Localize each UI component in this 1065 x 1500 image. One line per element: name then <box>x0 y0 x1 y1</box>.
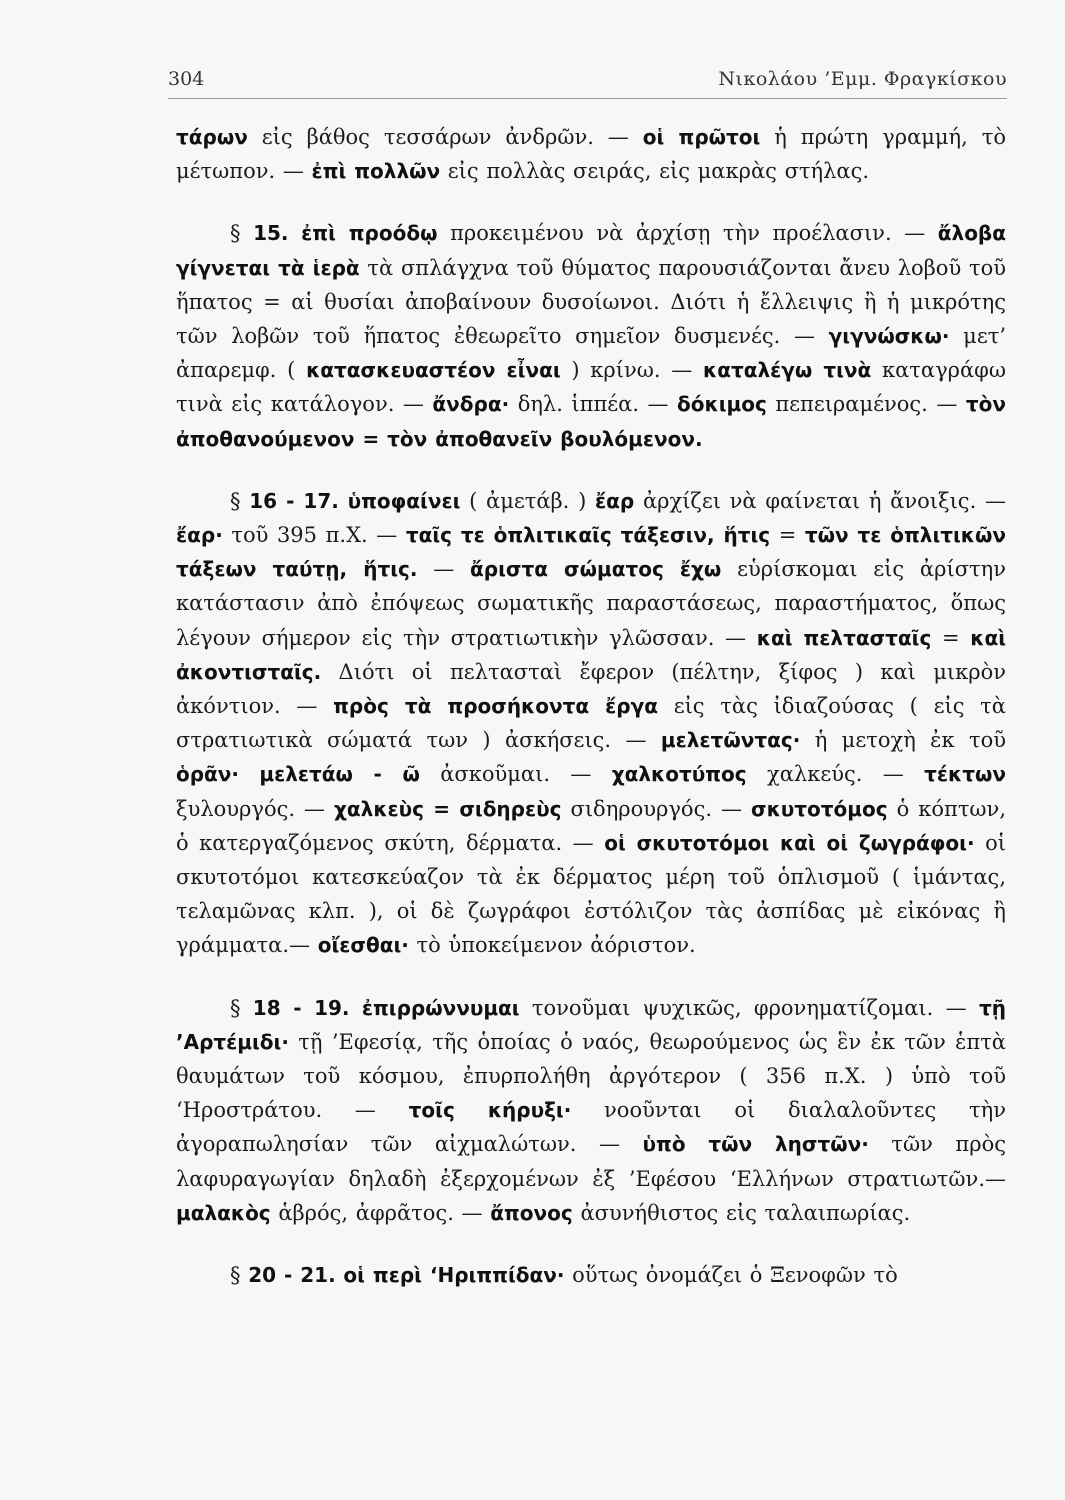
headword: 15. <box>253 221 289 246</box>
gloss-text: ἁβρός, ἀφρᾶτος. — <box>270 1200 491 1225</box>
page-number: 304 <box>168 68 205 90</box>
gloss-text: τοῦ 395 π.Χ. — <box>222 523 406 548</box>
gloss-text: ἀσκοῦμαι. — <box>419 762 612 787</box>
headword: ἄριστα σώματος ἔχω <box>470 557 722 582</box>
gloss-text: τὸ ὑποκείμενον ἀόριστον. <box>408 933 696 958</box>
headword: μελετῶντας· <box>660 728 801 753</box>
headword: χαλκεὺς = σιδηρεὺς <box>334 796 562 821</box>
section-20-21-paragraph <box>176 1258 1006 1292</box>
gloss-text: ἀσυνήθιστος εἰς ταλαιπωρίας. <box>572 1200 911 1225</box>
gloss-text: § <box>230 1263 249 1288</box>
headword: ὁρᾶν· <box>176 762 240 787</box>
running-title: Νικολάου ’Εμμ. Φραγκίσκου <box>718 68 1007 90</box>
headword: πρὸς τὰ προσήκοντα ἔργα <box>333 694 658 719</box>
headword: κατασκευαστέον εἶναι <box>306 358 561 383</box>
gloss-text: ( ἀμετάβ. ) <box>460 488 596 513</box>
headword: οἱ περὶ ‘Ηριππίδαν· <box>343 1263 565 1288</box>
headword: οἴεσθαι· <box>317 933 409 958</box>
headword: τῇ ’Αρτέμιδι· <box>176 995 1006 1054</box>
headword: χαλκοτύπος <box>611 762 747 787</box>
gloss-text: § <box>230 488 250 513</box>
headword: τὸν ἀποθανούμενον = τὸν ἀποθανεῖν βουλόμενον. <box>176 392 1007 451</box>
gloss-text <box>239 762 259 786</box>
headword: μελετάω - ῶ <box>259 762 420 787</box>
headword: τῶν τε ὁπλιτικῶν τάξεων ταύτῃ, ἥτις. <box>176 523 1007 582</box>
headword: καὶ ἀκοντισταῖς. <box>176 625 1006 684</box>
gloss-text: οἱ σκυτοτόμοι κατεσκεύαζον τὰ ἐκ δέρματος μέρη τοῦ ὁπλισμοῦ ( ἱμάντας, τελαμῶνας κλπ. ), οἱ δὲ ζωγράφοι ἐστόλιζον τὰς ἀσπίδας μὲ εἰκόνας ἢ γράμματα.— <box>176 830 1006 958</box>
section-18-19-paragraph <box>176 991 1006 1230</box>
headword: ἄλοβα γίγνεται τὰ ἱερὰ <box>176 221 1006 280</box>
gloss-text: ἡ μετοχὴ ἐκ τοῦ <box>800 728 1006 753</box>
headword: ἔαρ <box>595 488 635 513</box>
gloss-text: τῶν πρὸς λαφυραγωγίαν δηλαδὴ ἐξερχομένων ἐξ ’Εφέσου ‘Ελλήνων στρατιωτῶν.— <box>176 1132 1006 1191</box>
headword: ταῖς τε ὁπλιτικαῖς τάξεσιν, ἥτις <box>405 523 771 548</box>
gloss-text: οὕτως ὀνομάζει ὁ Ξενοφῶν τὸ <box>564 1263 898 1288</box>
gloss-text <box>289 221 302 245</box>
headword: 20 - 21. <box>248 1263 336 1288</box>
gloss-text <box>350 996 362 1020</box>
section-15-paragraph <box>176 216 1006 455</box>
gloss-text: = <box>931 625 971 650</box>
gloss-text: σιδηρουργός. — <box>561 796 751 821</box>
headword: μαλακὸς <box>176 1200 271 1225</box>
gloss-text: χαλκεύς. — <box>746 762 925 787</box>
gloss-text: ἡ πρώτη γραμμή, τὸ μέτωπον. — <box>176 125 1006 184</box>
gloss-text: νοοῦνται οἱ διαλαλοῦντες τὴν ἀγοραπωλησίαν τῶν αἰχμαλώτων. — <box>176 1098 1006 1157</box>
gloss-text: τῇ ’Εφεσίᾳ, τῆς ὁποίας ὁ ναός, θεωρούμενος ὡς ἓν ἐκ τῶν ἑπτὰ θαυμάτων τοῦ κόσμου, ἐπυρπολήθη ἀργότερον ( 356 π.Χ. ) ὑπὸ τοῦ ‘Ηροστράτου. — <box>176 1029 1006 1123</box>
gloss-text: τονοῦμαι ψυχικῶς, φρονηματίζομαι. — <box>519 995 979 1020</box>
body-text <box>176 120 1006 1292</box>
gloss-text: ὁ κόπτων, ὁ κατεργαζόμενος σκύτη, δέρματα. — <box>176 796 1007 855</box>
gloss-text: ) κρίνω. — <box>560 358 704 383</box>
headword: τοῖς κήρυξι· <box>408 1098 572 1123</box>
gloss-text: εἰς τὰς ἰδιαζούσας ( εἰς τὰ στρατιωτικὰ σώματά των ) ἀσκήσεις. — <box>176 694 1006 753</box>
gloss-text: καταγράφω τινὰ εἰς κατάλογον. — <box>176 358 1006 417</box>
gloss-text: δηλ. ἱππέα. — <box>509 392 678 417</box>
headword: ὑπὸ τῶν ληστῶν· <box>642 1132 869 1157</box>
gloss-text: προκειμένου νὰ ἀρχίσῃ τὴν προέλασιν. — <box>437 221 938 246</box>
headword: καὶ πελτασταῖς <box>756 625 932 650</box>
gloss-text: ἀρχίζει νὰ φαίνεται ἡ ἄνοιξις. — <box>634 488 1006 513</box>
headword: καταλέγω τινὰ <box>703 358 872 383</box>
headword: ἐπὶ προόδῳ <box>301 221 438 246</box>
headword: ἔαρ· <box>176 523 223 548</box>
headword: γιγνώσκω· <box>828 324 950 349</box>
gloss-text <box>339 489 348 513</box>
gloss-text: = <box>770 523 805 548</box>
section-16-17-paragraph <box>176 484 1006 963</box>
gloss-text: Διότι οἱ πελτασταὶ ἔφερον (πέλτην, ξίφος ) καὶ μικρὸν ἀκόντιον. — <box>176 659 1006 719</box>
gloss-text: εἰς πολλὰς σειράς, εἰς μακρὰς στήλας. <box>440 159 870 184</box>
headword: τάρων <box>176 125 248 149</box>
headword: ἄνδρα· <box>432 392 510 417</box>
gloss-text: ξυλουργός. — <box>176 796 335 821</box>
headword: οἱ πρῶτοι <box>642 125 761 149</box>
gloss-text: εὑρίσκομαι εἰς ἀρίστην κατάστασιν ἀπὸ ἐπόψεως σωματικῆς παραστάσεως, παραστήματος, ὅπως λέγουν σήμερον εἰς τὴν στρατιωτικὴν γλῶσσαν. — <box>176 557 1006 650</box>
gloss-text: πεπειραμένος. — <box>766 392 966 417</box>
headword: σκυτοτόμος <box>751 796 888 821</box>
headword: 16 - 17. <box>249 488 339 513</box>
page-header <box>168 62 1007 99</box>
headword: ἐπὶ πολλῶν <box>311 159 441 184</box>
gloss-text: μετ’ ἀπαρεμφ. ( <box>176 324 1006 383</box>
gloss-text: § <box>230 221 254 246</box>
gloss-text: τὰ σπλάγχνα τοῦ θύματος παρουσιάζονται ἄνευ λοβοῦ τοῦ ἥπατος = αἱ θυσίαι ἀποβαίνουν δυσοίωνοι. Διότι ἡ ἔλλειψις ἢ ἡ μικρότης τῶν λοβῶν τοῦ ἥπατος ἐθεωρεῖτο σημεῖον δυσμενές. — <box>176 255 1006 349</box>
headword: δόκιμος <box>677 392 767 417</box>
headword: 18 - 19. <box>252 995 350 1020</box>
gloss-text: εἰς βάθος τεσσάρων ἀνδρῶν. — <box>247 125 643 149</box>
headword: τέκτων <box>924 762 1006 787</box>
gloss-text: § <box>230 995 253 1020</box>
headword: ὑποφαίνει <box>347 488 461 513</box>
headword: ἄπονος <box>490 1200 573 1225</box>
gloss-text: — <box>417 557 471 582</box>
headword: οἱ σκυτοτόμοι καὶ οἱ ζωγράφοι· <box>604 830 975 855</box>
paragraph-continuation <box>176 120 1006 188</box>
headword: ἐπιρρώννυμαι <box>361 995 520 1020</box>
